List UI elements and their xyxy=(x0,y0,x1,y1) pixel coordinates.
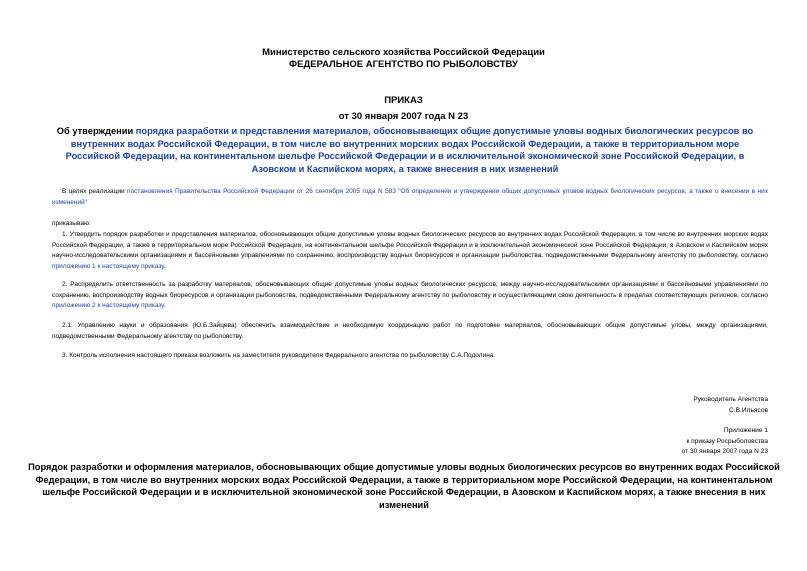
preamble-paragraph xyxy=(52,187,768,208)
item-3-paragraph: 3. Контроль исполнения настоящего приказа возложить на заместителя руководителя Федерального агентства по рыболовству С.А.Подолина. xyxy=(62,352,496,359)
heading-link[interactable]: порядка разработки и представления материалов, обосновывающих общие допустимые уловы водных биологических ресурсов во внутренних водах Российской Федерации, в том числе во внутренних морских водах Российской Федерации, а также в территориальном море Российской Федерации, на континентальном шельфе Российской Федерации и в исключительной экономической зоне Российской Федерации, в Азовском и Каспийском морях, а также внесения в них изменений xyxy=(65,126,754,174)
doc-date: от 30 января 2007 года N 23 xyxy=(338,111,469,122)
item-1-paragraph xyxy=(52,230,768,272)
item-2-period: . xyxy=(163,302,166,310)
order-word: приказываю: xyxy=(52,220,91,227)
item-2-paragraph xyxy=(52,280,768,312)
item-2-text: 2. Распределить ответственность за разработку материалов, обосновывающих общие допустимые уловы водных биологических ресурсов, между научно-исследовательскими организациями и бассейновыми управлениями по сохранению, воспроизводству водных биоресурсов и организации рыболовства, подведомственными Федеральному агентству по рыболовству и осуществляющими свою деятельность в пределах соответствующих регионов, согласно xyxy=(52,281,768,299)
doc-heading xyxy=(50,125,760,175)
item-1-link[interactable]: приложению 1 к настоящему приказу xyxy=(52,262,164,270)
doc-type: ПРИКАЗ xyxy=(384,95,423,106)
signature-block xyxy=(693,395,768,416)
signature-name: С.В.Ильясов xyxy=(729,406,768,414)
preamble-link[interactable]: постановления Правительства Российской Федерации от 26 сентября 2005 года N 583 "Об определении и утверждении общих допустимых уловов водных биологических ресурсов, а также о внесении в них изменений" xyxy=(52,188,769,206)
annex-title: Порядок разработки и оформления материалов, обосновывающих общие допустимые уловы водных биологических ресурсов во внутренних водах Российской Федерации, в том числе во внутренних морских водах Российской Федерации, а также в территориальном море Российской Федерации, на континентальном шельфе Российской Федерации и в исключительной экономической зоне Российской Федерации, в Азовском и Каспийском морях, а также внесения в них изменений xyxy=(28,462,780,510)
item-2-link[interactable]: приложению 2 к настоящему приказу xyxy=(52,302,164,310)
agency-name: ФЕДЕРАЛЬНОЕ АГЕНТСТВО ПО РЫБОЛОВСТВУ xyxy=(289,59,518,70)
item-1-text: 1. Утвердить порядок разработки и представления материалов, обосновывающих общие допустимые уловы водных биологических ресурсов во внутренних водах Российской Федерации, в том числе во внутренних морских водах Российской Федерации, а также в территориальном море Российской Федерации, на континентальном шельфе Российской Федерации и в исключительной экономической зоне Российской Федерации, в Азовском и Каспийском морях научно-исследовательскими организациями и бассейновыми управлениями по сохранению, воспроизводству водных биоресурсов и организации рыболовства, подведомственными Федеральному агентству по рыболовству, согласно xyxy=(52,231,768,260)
item-1-period: . xyxy=(163,262,166,270)
annex-reference xyxy=(682,426,768,458)
annex-ref-line-3: от 30 января 2007 года N 23 xyxy=(681,448,768,455)
annex-ref-line-1: Приложение 1 xyxy=(723,427,768,434)
ministry-name: Министерство сельского хозяйства Российской Федерации xyxy=(262,47,545,58)
annex-ref-line-2: к приказу Росрыболовства xyxy=(686,437,768,445)
preamble-prefix: В целях реализации xyxy=(62,188,128,195)
item-2-1-paragraph: 2.1. Управлению науки и образования (Ю.Б.Зайцева) обеспечить взаимодействие и необходимую координацию работ по подготовке материалов, обосновывающих общие допустимые уловы, между организациями, подведомственными Федеральному агентству по рыболовству. xyxy=(52,322,768,340)
signature-position: Руководитель Агентства xyxy=(693,396,768,403)
heading-prefix: Об утверждении xyxy=(56,126,136,136)
